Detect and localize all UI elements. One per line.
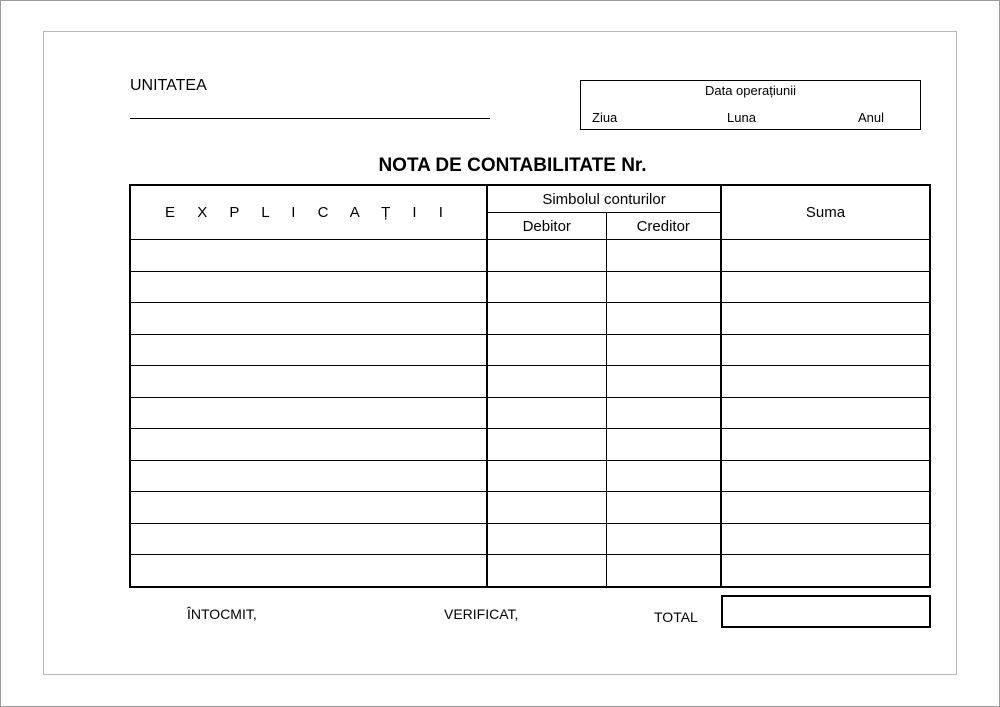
total-label: TOTAL — [654, 609, 698, 625]
explanation-cell[interactable] — [130, 397, 487, 429]
explanation-cell[interactable] — [130, 492, 487, 524]
debit-cell[interactable] — [487, 366, 606, 398]
credit-cell[interactable] — [606, 334, 721, 366]
total-value-field[interactable] — [721, 595, 931, 628]
amount-cell[interactable] — [721, 492, 930, 524]
debit-header: Debitor — [487, 213, 606, 240]
amount-cell[interactable] — [721, 555, 930, 587]
amount-cell[interactable] — [721, 523, 930, 555]
explanation-cell[interactable] — [130, 523, 487, 555]
verified-by-label: VERIFICAT, — [444, 606, 519, 622]
explanation-cell[interactable] — [130, 555, 487, 587]
accounting-table — [129, 184, 931, 588]
explanation-cell[interactable] — [130, 429, 487, 461]
table-row — [130, 523, 930, 555]
explanation-cell[interactable] — [130, 334, 487, 366]
debit-cell[interactable] — [487, 240, 606, 272]
document-title: NOTA DE CONTABILITATE Nr. — [378, 155, 647, 176]
table-row — [130, 555, 930, 587]
credit-cell[interactable] — [606, 492, 721, 524]
table-row — [130, 303, 930, 335]
operation-date-box — [580, 80, 921, 130]
debit-cell[interactable] — [487, 429, 606, 461]
credit-cell[interactable] — [606, 555, 721, 587]
day-field[interactable]: Ziua — [592, 110, 618, 125]
debit-cell[interactable] — [487, 460, 606, 492]
credit-header: Creditor — [606, 213, 721, 240]
credit-cell[interactable] — [606, 303, 721, 335]
table-row — [130, 460, 930, 492]
credit-cell[interactable] — [606, 366, 721, 398]
amount-cell[interactable] — [721, 303, 930, 335]
credit-cell[interactable] — [606, 460, 721, 492]
debit-cell[interactable] — [487, 492, 606, 524]
amount-cell[interactable] — [721, 397, 930, 429]
credit-cell[interactable] — [606, 429, 721, 461]
credit-cell[interactable] — [606, 397, 721, 429]
table-row — [130, 397, 930, 429]
explanation-cell[interactable] — [130, 366, 487, 398]
debit-cell[interactable] — [487, 523, 606, 555]
amount-cell[interactable] — [721, 429, 930, 461]
debit-cell[interactable] — [487, 397, 606, 429]
table-row — [130, 366, 930, 398]
table-row — [130, 429, 930, 461]
year-field[interactable]: Anul — [858, 110, 885, 125]
table-row — [130, 271, 930, 303]
credit-cell[interactable] — [606, 240, 721, 272]
operation-date-title: Data operațiunii — [704, 83, 797, 98]
explanation-cell[interactable] — [130, 271, 487, 303]
credit-cell[interactable] — [606, 523, 721, 555]
amount-cell[interactable] — [721, 460, 930, 492]
amount-cell[interactable] — [721, 271, 930, 303]
debit-cell[interactable] — [487, 334, 606, 366]
explanation-cell[interactable] — [130, 303, 487, 335]
amount-header: Suma — [721, 185, 930, 240]
debit-cell[interactable] — [487, 303, 606, 335]
explanations-header: E X P L I C A Ț I I — [130, 185, 487, 240]
month-field[interactable]: Luna — [727, 110, 756, 125]
amount-cell[interactable] — [721, 334, 930, 366]
table-row — [130, 492, 930, 524]
debit-cell[interactable] — [487, 271, 606, 303]
credit-cell[interactable] — [606, 271, 721, 303]
debit-cell[interactable] — [487, 555, 606, 587]
amount-cell[interactable] — [721, 366, 930, 398]
table-row — [130, 334, 930, 366]
unit-label: UNITATEA — [130, 77, 207, 94]
prepared-by-label: ÎNTOCMIT, — [187, 606, 257, 622]
explanation-cell[interactable] — [130, 240, 487, 272]
unit-input-line[interactable] — [130, 118, 490, 119]
explanation-cell[interactable] — [130, 460, 487, 492]
amount-cell[interactable] — [721, 240, 930, 272]
accounts-symbol-header: Simbolul conturilor — [487, 185, 721, 213]
table-row — [130, 240, 930, 272]
